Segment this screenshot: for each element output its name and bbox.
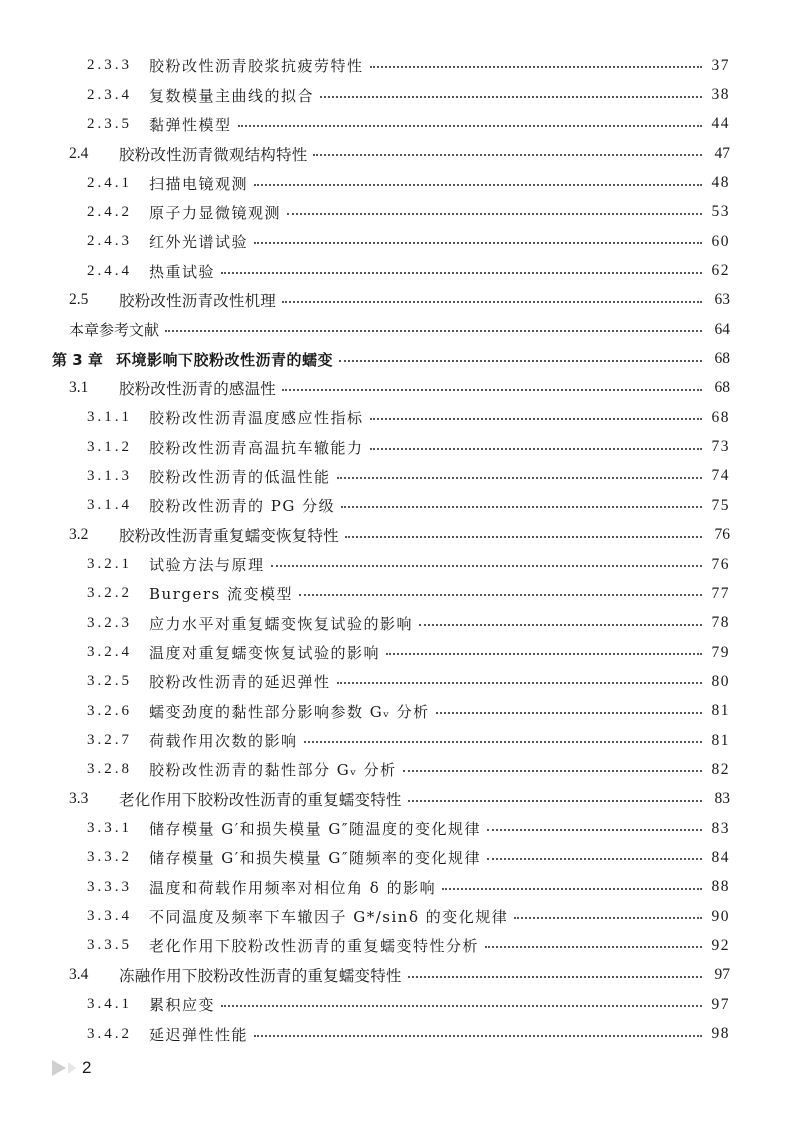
- toc-entry-title: 环境影响下胶粉改性沥青的蠕变: [116, 350, 334, 369]
- toc-entry[interactable]: [0, 902, 790, 931]
- toc-entry[interactable]: [0, 374, 790, 403]
- toc-entry-number: 3.2.8: [87, 761, 132, 778]
- toc-entry[interactable]: [0, 550, 790, 579]
- toc-entry-number: 3.3: [69, 790, 89, 808]
- toc-entry-title: 温度对重复蠕变恢复试验的影响: [149, 644, 381, 663]
- dot-leader: [339, 359, 702, 362]
- toc-entry[interactable]: [0, 667, 790, 696]
- dot-leader: [221, 1004, 702, 1007]
- dot-leader: [485, 945, 702, 948]
- toc-entry-page: 81: [711, 702, 730, 720]
- toc-entry-number: 3.3.5: [87, 937, 132, 954]
- toc-entry-page: 47: [714, 144, 730, 162]
- toc-entry[interactable]: [0, 491, 790, 520]
- toc-entry-page: 63: [714, 291, 730, 309]
- toc-entry-title: 黏弹性模型: [149, 115, 232, 134]
- toc-entry-title: 胶粉改性沥青胶浆抗疲劳特性: [149, 57, 364, 76]
- dot-leader: [337, 476, 702, 479]
- toc-entry-page: 73: [711, 438, 730, 456]
- toc-entry-number: 3.2.3: [87, 614, 132, 631]
- toc-entry-page: 62: [711, 262, 730, 280]
- toc-entry-number: 2.4.1: [87, 174, 132, 191]
- toc-entry-title: 红外光谱试验: [149, 233, 249, 252]
- toc-entry-number: 2.5: [69, 291, 89, 309]
- toc-entry-number: 3.3.1: [87, 820, 132, 837]
- toc-entry-title: 原子力显微镜观测: [149, 203, 282, 222]
- toc-entry-page: 92: [711, 936, 730, 954]
- toc-entry[interactable]: [0, 931, 790, 960]
- toc-entry[interactable]: [0, 579, 790, 608]
- toc-entry[interactable]: [0, 198, 790, 227]
- toc-entry-page: 76: [714, 526, 730, 544]
- toc-entry[interactable]: [0, 51, 790, 80]
- toc-entry-page: 68: [714, 379, 730, 397]
- toc-entry-title: 应力水平对重复蠕变恢复试验的影响: [149, 614, 414, 633]
- page-footer: [52, 1058, 91, 1078]
- toc-entry[interactable]: [0, 110, 790, 139]
- toc-entry-number: 3.2.1: [87, 556, 132, 573]
- dot-leader: [442, 887, 702, 890]
- toc-entry-page: 97: [711, 995, 730, 1013]
- toc-entry-number: 3.1.3: [87, 467, 132, 484]
- toc-entry[interactable]: [0, 638, 790, 667]
- dot-leader: [337, 681, 702, 684]
- toc-entry-page: 97: [714, 966, 730, 984]
- dot-leader: [313, 153, 702, 156]
- toc-entry[interactable]: [0, 609, 790, 638]
- toc-entry-page: 68: [711, 408, 730, 426]
- toc-entry-title: 胶粉改性沥青微观结构特性: [119, 145, 308, 164]
- toc-entry-page: 82: [711, 760, 730, 778]
- toc-entry-page: 74: [711, 467, 730, 485]
- toc-entry[interactable]: [0, 286, 790, 315]
- toc-entry-page: 98: [711, 1025, 730, 1043]
- dot-leader: [408, 975, 702, 978]
- toc-entry[interactable]: [0, 432, 790, 461]
- toc-entry[interactable]: [0, 990, 790, 1019]
- dot-leader: [419, 623, 702, 626]
- toc-entry-title: 胶粉改性沥青改性机理: [119, 292, 277, 311]
- toc-entry-title: 老化作用下胶粉改性沥青的重复蠕变特性分析: [149, 937, 480, 956]
- toc-entry-number: 3.2.4: [87, 644, 132, 661]
- toc-entry-number: 3.3.4: [87, 908, 132, 925]
- toc-entry-page: 75: [711, 496, 730, 514]
- dot-leader: [487, 857, 702, 860]
- dot-leader: [436, 711, 702, 714]
- toc-entry-title: 胶粉改性沥青的 PG 分级: [149, 497, 336, 516]
- toc-entry[interactable]: [0, 403, 790, 432]
- toc-entry-title: 储存模量 G′和损失模量 G″随频率的变化规律: [149, 849, 482, 868]
- dot-leader: [320, 95, 702, 98]
- toc-entry-number: 2.4.4: [87, 262, 132, 279]
- dot-leader: [271, 564, 702, 567]
- toc-entry-page: 83: [711, 819, 730, 837]
- toc-entry[interactable]: [0, 814, 790, 843]
- toc-entry[interactable]: [0, 726, 790, 755]
- toc-entry-title: 胶粉改性沥青高温抗车辙能力: [149, 438, 364, 457]
- toc-entry-title: 胶粉改性沥青的黏性部分 Gᵥ 分析: [149, 761, 397, 780]
- dot-leader: [282, 300, 702, 303]
- toc-entry-number: 3.2.5: [87, 673, 132, 690]
- dot-leader: [254, 183, 702, 186]
- toc-entry[interactable]: [0, 139, 790, 168]
- dot-leader: [238, 124, 702, 127]
- toc-entry-title: 热重试验: [149, 262, 216, 281]
- toc-entry-page: 64: [714, 320, 730, 338]
- toc-entry-title: 老化作用下胶粉改性沥青的重复蠕变特性: [119, 791, 402, 810]
- dot-leader: [299, 593, 702, 596]
- dot-leader: [345, 535, 702, 538]
- toc-entry[interactable]: [0, 697, 790, 726]
- toc-entry-number: 2.4.2: [87, 203, 132, 220]
- toc-entry-page: 79: [711, 643, 730, 661]
- toc-entry-page: 44: [711, 115, 730, 133]
- toc-entry-title: 胶粉改性沥青的感温性: [119, 380, 277, 399]
- toc-entry-number: 3.1.1: [87, 409, 132, 426]
- dot-leader: [165, 329, 702, 332]
- dot-leader: [254, 1034, 702, 1037]
- toc-entry-title: 不同温度及频率下车辙因子 G*/sinδ 的变化规律: [149, 908, 509, 927]
- toc-entry-title: 冻融作用下胶粉改性沥青的重复蠕变特性: [119, 967, 402, 986]
- toc-entry[interactable]: [0, 785, 790, 814]
- toc-entry-page: 80: [711, 672, 730, 690]
- toc-entry-number: 2.3.3: [87, 57, 132, 74]
- dot-leader: [254, 241, 702, 244]
- toc-entry-number: 3.3.3: [87, 878, 132, 895]
- toc-entry-page: 53: [711, 203, 730, 221]
- page-number: 2: [82, 1058, 92, 1077]
- toc-entry-title: 胶粉改性沥青的低温性能: [149, 467, 331, 486]
- toc-entry-number: 3.4.1: [87, 996, 132, 1013]
- page-arrow-icon: [52, 1060, 66, 1076]
- toc-entry[interactable]: [0, 873, 790, 902]
- toc-entry-number: 3.2.2: [87, 585, 132, 602]
- toc-entry-title: 温度和荷载作用频率对相位角 δ 的影响: [149, 878, 437, 897]
- table-of-contents: [0, 51, 790, 1049]
- toc-entry-page: 68: [714, 350, 730, 368]
- toc-entry[interactable]: [0, 315, 790, 344]
- toc-entry-title: 荷载作用次数的影响: [149, 732, 298, 751]
- toc-entry-page: 38: [711, 86, 730, 104]
- toc-entry-title: 储存模量 G′和损失模量 G″随温度的变化规律: [149, 820, 482, 839]
- toc-entry-page: 83: [714, 790, 730, 808]
- toc-entry-title: 胶粉改性沥青的延迟弹性: [149, 673, 331, 692]
- toc-entry-number: 2.3.5: [87, 115, 132, 132]
- dot-leader: [403, 769, 702, 772]
- dot-leader: [341, 505, 702, 508]
- toc-entry-number: 3.2: [69, 526, 89, 544]
- toc-entry-number: 3.4.2: [87, 1025, 132, 1042]
- toc-entry-number: 2.4: [69, 144, 89, 162]
- toc-entry[interactable]: [0, 755, 790, 784]
- toc-entry[interactable]: [0, 344, 790, 373]
- toc-entry-title: 复数模量主曲线的拟合: [149, 86, 315, 105]
- toc-entry-page: 84: [711, 848, 730, 866]
- dot-leader: [408, 799, 702, 802]
- dot-leader: [370, 65, 702, 68]
- toc-entry-number: 3.1.2: [87, 438, 132, 455]
- dot-leader: [487, 828, 702, 831]
- toc-entry-number: 2.3.4: [87, 86, 132, 103]
- toc-entry-title: Burgers 流变模型: [149, 585, 293, 604]
- toc-entry-number: 3.2.7: [87, 732, 132, 749]
- toc-entry-page: 77: [711, 584, 730, 602]
- toc-entry-title: 胶粉改性沥青温度感应性指标: [149, 409, 364, 428]
- toc-entry-number: 3.4: [69, 966, 89, 984]
- toc-entry-page: 37: [711, 56, 730, 74]
- toc-entry-page: 88: [711, 878, 730, 896]
- toc-entry-number: 3.3.2: [87, 849, 132, 866]
- toc-entry[interactable]: [0, 80, 790, 109]
- toc-entry-title: 本章参考文献: [69, 321, 160, 340]
- toc-entry-page: 48: [711, 174, 730, 192]
- toc-entry-number: 2.4.3: [87, 233, 132, 250]
- toc-entry-number: 第 3 章: [52, 350, 103, 369]
- toc-entry-title: 累积应变: [149, 996, 216, 1015]
- toc-entry-number: 3.2.6: [87, 702, 132, 719]
- toc-entry-number: 3.1: [69, 379, 89, 397]
- toc-entry[interactable]: [0, 168, 790, 197]
- page-arrow-icon-small: [68, 1062, 76, 1074]
- toc-entry[interactable]: [0, 256, 790, 285]
- toc-entry-title: 扫描电镜观测: [149, 174, 249, 193]
- toc-entry-title: 延迟弹性性能: [149, 1025, 249, 1044]
- toc-entry-page: 81: [711, 731, 730, 749]
- dot-leader: [386, 652, 702, 655]
- toc-entry-page: 90: [711, 907, 730, 925]
- toc-entry-number: 3.1.4: [87, 497, 132, 514]
- toc-entry-page: 76: [711, 555, 730, 573]
- dot-leader: [282, 388, 702, 391]
- dot-leader: [370, 417, 702, 420]
- dot-leader: [287, 212, 702, 215]
- toc-entry-title: 试验方法与原理: [149, 556, 265, 575]
- toc-entry-title: 蠕变劲度的黏性部分影响参数 Gᵥ 分析: [149, 702, 430, 721]
- toc-entry[interactable]: [0, 462, 790, 491]
- dot-leader: [221, 271, 702, 274]
- toc-entry-page: 78: [711, 614, 730, 632]
- toc-entry[interactable]: [0, 227, 790, 256]
- toc-entry[interactable]: [0, 1019, 790, 1048]
- toc-entry[interactable]: [0, 521, 790, 550]
- toc-entry-title: 胶粉改性沥青重复蠕变恢复特性: [119, 527, 339, 546]
- dot-leader: [304, 740, 702, 743]
- toc-entry[interactable]: [0, 843, 790, 872]
- toc-entry[interactable]: [0, 961, 790, 990]
- dot-leader: [370, 447, 702, 450]
- toc-entry-page: 60: [711, 232, 730, 250]
- dot-leader: [514, 916, 702, 919]
